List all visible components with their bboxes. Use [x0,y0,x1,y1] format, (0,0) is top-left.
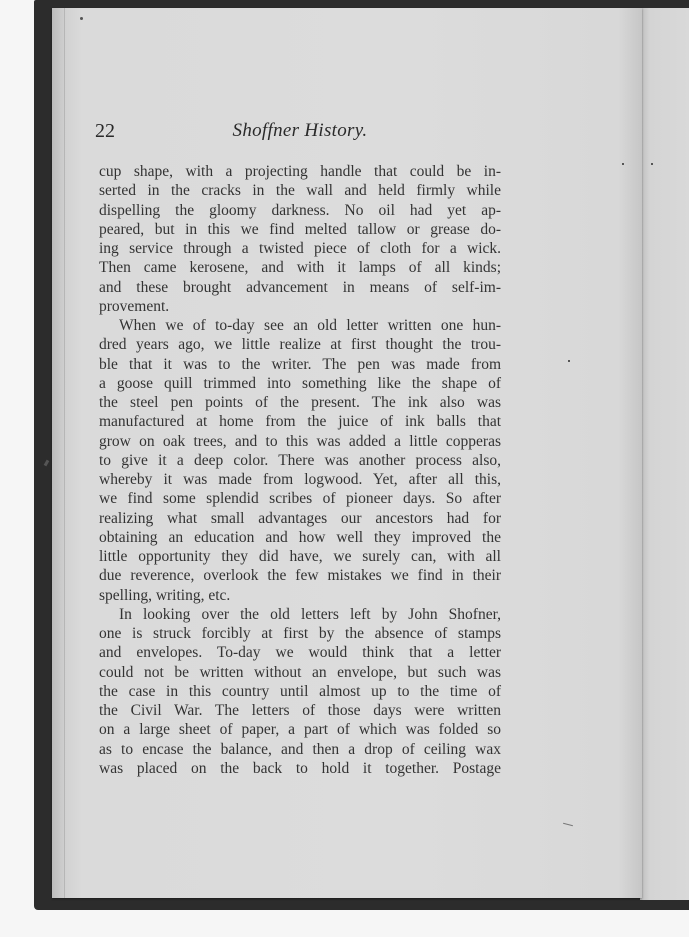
text-line: as to encase the balance, and then a drop of ceiling wax [99,740,501,758]
text-line: little opportunity they did have, we surely can, with all [99,548,501,565]
text-line: due reverence, overlook the few mistakes we find in their [99,567,501,585]
text-line: to give it a deep color. There was another process also, [99,451,501,469]
page-header [95,120,505,150]
text-line: and these brought advancement in means of self-im- [99,278,501,296]
text-line: peared, but in this we find melted tallow or grease do- [99,220,501,238]
text-line: on a large sheet of paper, a part of which was folded so [99,721,501,739]
text-line: serted in the cracks in the wall and held firmly while [99,182,501,200]
text-line: ble that it was to the writer. The pen was made from [99,355,501,373]
text-line: spelling, writing, etc. [99,586,231,604]
text-line: In looking over the old letters left by John Shofner, [119,605,501,623]
text-line: could not be written without an envelope, but such was [99,663,501,681]
text-line: the Civil War. The letters of those days were written [99,702,501,719]
text-line: the steel pen points of the present. The ink also was [99,394,501,411]
text-line: a goose quill trimmed into something like the shape of [99,374,501,392]
text-line: manufactured at home from the juice of ink balls that [99,413,501,431]
speck-mark [622,163,624,165]
speck-mark [651,163,653,165]
text-line: cup shape, with a projecting handle that could be in- [99,163,501,180]
text-line: and envelopes. To-day we would think that a letter [99,644,501,662]
text-line: was placed on the back to hold it together. Postage [99,759,501,777]
text-line: dred years ago, we little realize at first thought the trou- [99,336,501,354]
speck-mark [80,17,83,20]
page-gutter-shadow [64,8,65,898]
page-number: 22 [95,120,115,142]
facing-page-edge [640,8,689,900]
body-text [99,162,501,778]
text-line: realizing what small advantages our ancestors had for [99,509,501,527]
text-line: obtaining an education and how well they improved the [99,528,501,546]
text-line: we find some splendid scribes of pioneer days. So after [99,490,501,508]
text-line: ing service through a twisted piece of cloth for a wick. [99,240,501,257]
text-line: provement. [99,297,170,315]
text-line: the case in this country until almost up to the time of [99,682,501,700]
text-line: When we of to-day see an old letter written one hun- [119,317,501,334]
speck-mark [568,360,570,362]
running-title: Shoffner History. [232,120,368,141]
text-line: grow on oak trees, and to this was added a little copperas [99,432,501,450]
text-line: dispelling the gloomy darkness. No oil had yet ap- [99,201,501,219]
text-line: whereby it was made from logwood. Yet, after all this, [99,471,501,488]
text-line: one is struck forcibly at first by the absence of stamps [99,625,501,642]
text-line: Then came kerosene, and with it lamps of all kinds; [99,259,501,277]
